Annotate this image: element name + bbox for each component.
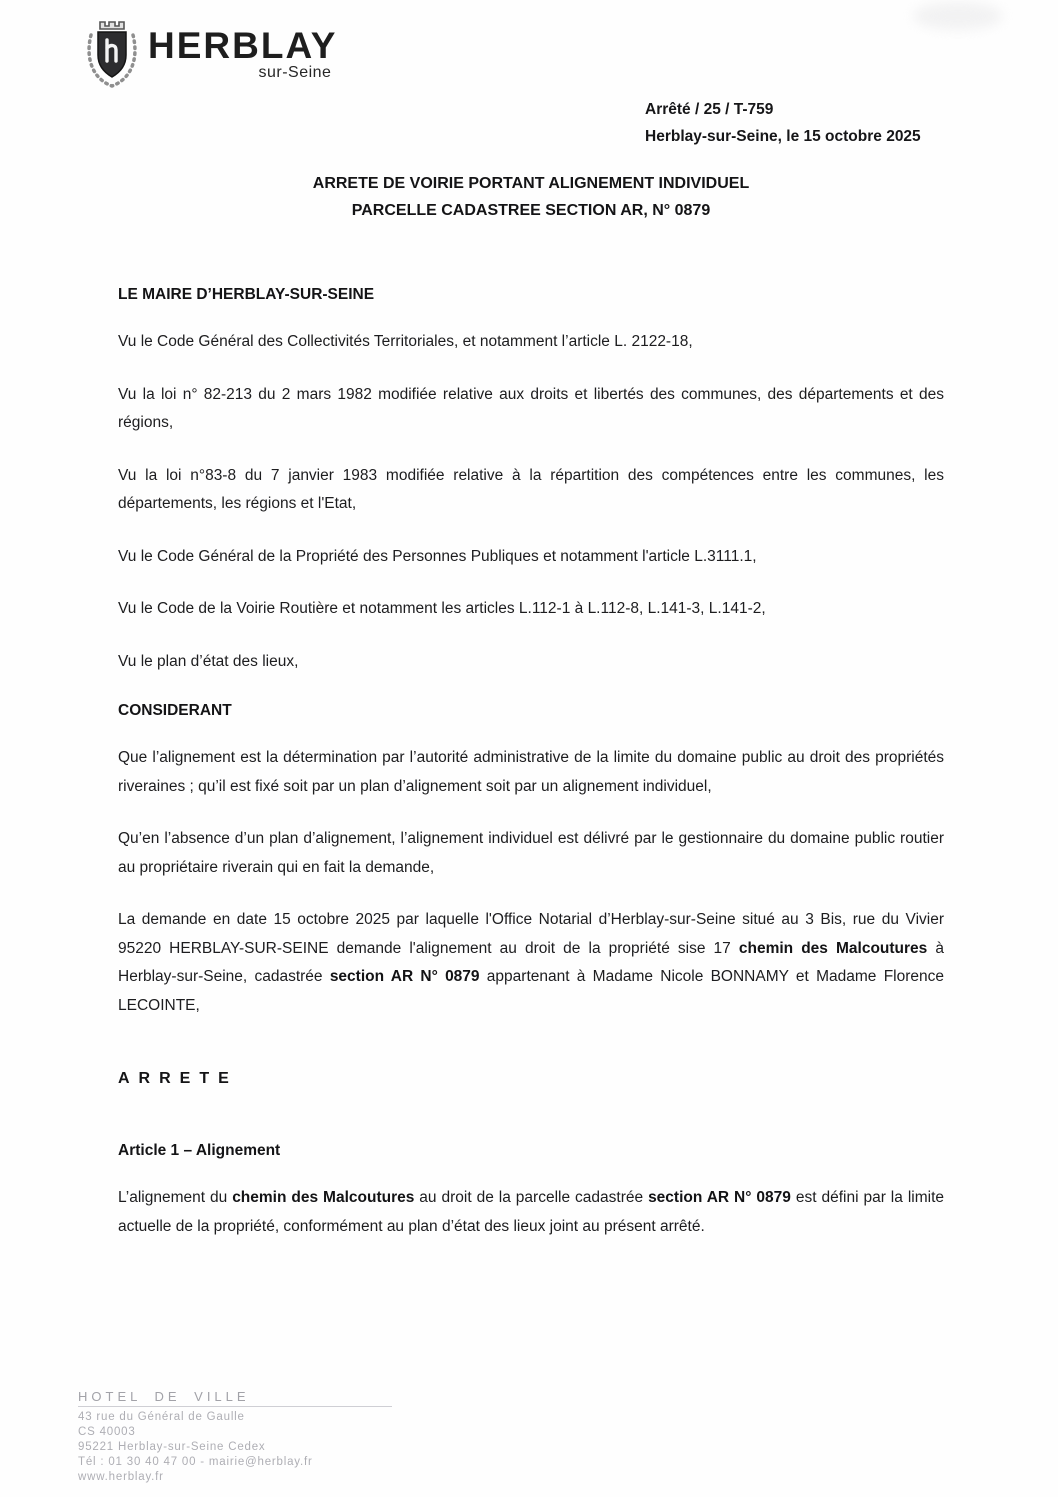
article1-heading: Article 1 – Alignement xyxy=(118,1142,281,1159)
footer-line: 95221 Herblay-sur-Seine Cedex xyxy=(78,1441,266,1453)
logo-city-subtitle: sur-Seine xyxy=(258,64,332,81)
footer-line: CS 40003 xyxy=(78,1426,136,1438)
arrete-heading: ARRETE xyxy=(118,1070,238,1087)
recital-paragraph: Vu le Code de la Voirie Routière et notamment les articles L.112-1 à L.112-8, L.141-3, L.141-2, xyxy=(118,600,766,617)
footer-line: 43 rue du Général de Gaulle xyxy=(78,1411,245,1423)
document-title-line1: ARRETE DE VOIRIE PORTANT ALIGNEMENT INDIVIDUEL xyxy=(312,175,750,192)
page-footer xyxy=(78,1389,392,1485)
recitals-list xyxy=(118,328,944,676)
footer-lines xyxy=(78,1410,392,1485)
considerations-list xyxy=(118,744,944,1020)
footer-line: www.herblay.fr xyxy=(78,1471,164,1483)
recital-paragraph: Vu le Code Général de la Propriété des Personnes Publiques et notamment l'article L.3111.1, xyxy=(118,547,757,565)
document-title-line2: PARCELLE CADASTREE SECTION AR, N° 0879 xyxy=(351,202,711,219)
place-and-date: Herblay-sur-Seine, le 15 octobre 2025 xyxy=(645,128,921,145)
footer-line: Tél : 01 30 40 47 00 - mairie@herblay.fr xyxy=(78,1456,313,1468)
opening-heading: LE MAIRE D’HERBLAY-SUR-SEINE xyxy=(118,286,375,303)
consideration-paragraph: La demande en date 15 octobre 2025 par laquelle l'Office Notarial d’Herblay-sur-Seine situé au 3 Bis, rue du Vivier 95220 HERBLAY-SUR-SEINE demande l'alignement au droit de la propriété sise 17 chemin des Malcoutures à Herblay-sur-Seine, cadastrée section AR N° 0879 appartenant à Madame Nicole BONNAMY et Madame Florence LECOINTE, xyxy=(118,911,944,1014)
considerant-heading: CONSIDERANT xyxy=(118,702,232,719)
recital-paragraph: Vu le plan d’état des lieux, xyxy=(118,652,299,670)
footer-title: HOTEL DE VILLE xyxy=(78,1389,392,1407)
document-body xyxy=(118,0,944,1241)
recital-paragraph: Vu la loi n° 82-213 du 2 mars 1982 modifiée relative aux droits et libertés des communes, des départements et des régions, xyxy=(118,385,944,431)
document-title xyxy=(118,170,944,224)
recital-paragraph: Vu la loi n°83-8 du 7 janvier 1983 modifiée relative à la répartition des compétences entre les communes, les départements, les régions et l'Etat, xyxy=(118,466,944,512)
consideration-paragraph: Qu’en l’absence d’un plan d’alignement, l’alignement individuel est délivré par le gestionnaire du domaine public routier au propriétaire riverain qui en fait la demande, xyxy=(118,830,944,876)
consideration-paragraph: Que l’alignement est la détermination par l’autorité administrative de la limite du domaine public au droit des propriétés riveraines ; qu’il est fixé soit par un plan d’alignement soit par un alignement individuel, xyxy=(118,749,944,795)
recital-paragraph: Vu le Code Général des Collectivités Territoriales, et notamment l’article L. 2122-18, xyxy=(118,333,693,350)
decree-reference: Arrêté / 25 / T-759 xyxy=(645,101,774,118)
logo-city-name: HERBLAY xyxy=(148,25,338,66)
article1-paragraph: L’alignement du chemin des Malcoutures au droit de la parcelle cadastrée section AR N° 0879 est défini par la limite actuelle de la propriété, conformément au plan d’état des lieux joint au présent arrêté. xyxy=(118,1189,944,1235)
